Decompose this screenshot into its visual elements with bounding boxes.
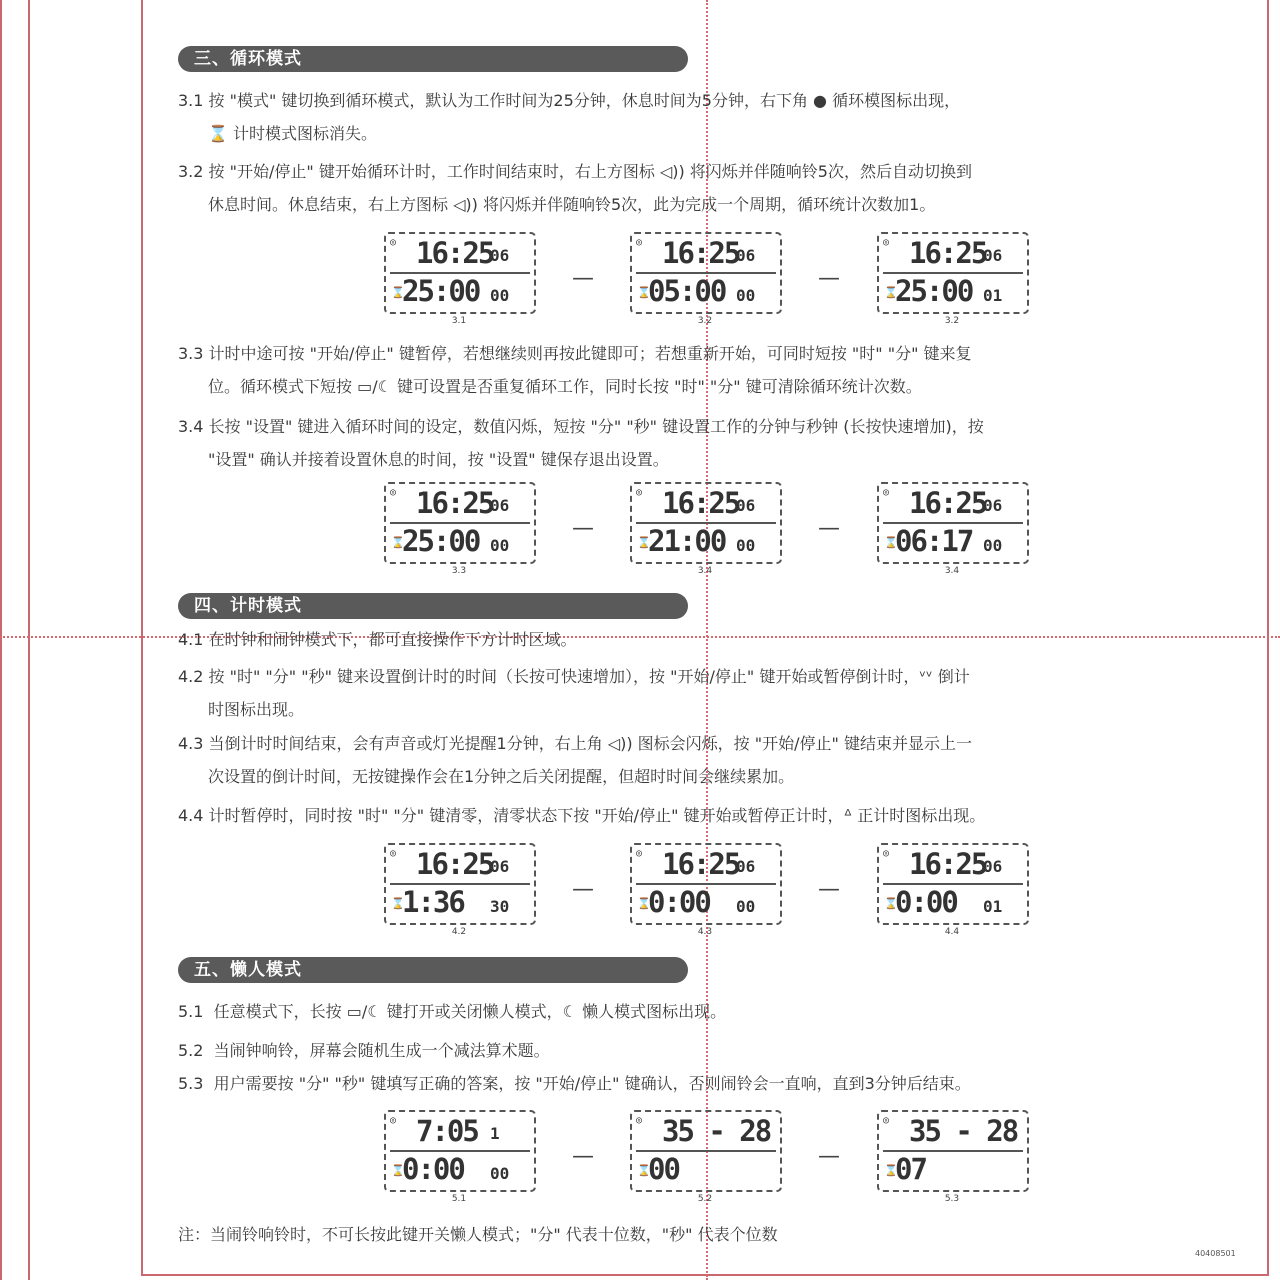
lcd-bottom-seconds: 01 <box>983 897 1003 916</box>
lcd-top-value: 16:25 <box>662 236 740 270</box>
lcd-screen <box>384 843 536 925</box>
lcd-screen <box>877 1110 1029 1192</box>
lcd-caption: 4.3 <box>697 927 713 937</box>
lcd-display <box>384 1110 534 1204</box>
para-3-1-line2: ⌛ 计时模式图标消失。 <box>208 124 378 143</box>
para-5-3: 5.3 用户需要按 "分" "秒" 键填写正确的答案，按 "开始/停止" 键确认，否则闹铃会一直响，直到3分钟后结束。 <box>178 1074 971 1093</box>
indicator-icon: ◎ <box>883 237 890 248</box>
indicator-icon: ◎ <box>636 237 643 248</box>
lcd-bottom-value: 25:00 <box>402 524 480 558</box>
para-3-2-line1: 3.2 按 "开始/停止" 键开始循环计时，工作时间结束时，右上方图标 ◁)) 将闪烁并伴随响铃5次，然后自动切换到 <box>178 162 972 181</box>
lcd-top-value: 16:25 <box>416 486 494 520</box>
lcd-bottom-value: 21:00 <box>648 524 726 558</box>
lcd-bottom-value: 00 <box>648 1152 679 1186</box>
sequence-arrow: — <box>572 266 594 291</box>
lcd-bottom-value: 05:00 <box>648 274 726 308</box>
mode-icon: ⌛ <box>391 286 405 299</box>
mode-icon: ⌛ <box>884 1164 898 1177</box>
lcd-display <box>630 843 780 937</box>
lcd-row-4 <box>384 1110 1028 1206</box>
lcd-top-seconds: 06 <box>736 496 756 515</box>
lcd-bottom-value: 25:00 <box>895 274 973 308</box>
lcd-caption: 3.4 <box>697 566 713 576</box>
lcd-screen <box>877 482 1029 564</box>
indicator-icon: ◎ <box>883 848 890 859</box>
lcd-bottom-value: 06:17 <box>895 524 973 558</box>
lcd-top-seconds: 06 <box>983 857 1003 876</box>
lcd-display <box>384 843 534 937</box>
lcd-bottom-seconds: 00 <box>736 286 756 305</box>
lcd-caption: 3.4 <box>944 566 960 576</box>
lcd-row-1 <box>384 232 1028 328</box>
sequence-arrow: — <box>572 877 594 902</box>
lcd-bottom-seconds: 01 <box>983 286 1003 305</box>
lcd-top-value: 16:25 <box>662 486 740 520</box>
lcd-screen <box>630 1110 782 1192</box>
para-4-3-line1: 4.3 当倒计时时间结束，会有声音或灯光提醒1分钟，右上角 ◁)) 图标会闪烁，按 "开始/停止" 键结束并显示上一 <box>178 734 972 753</box>
mode-icon: ⌛ <box>637 536 651 549</box>
lcd-bottom-seconds: 00 <box>736 536 756 555</box>
left-page-border <box>28 0 30 1280</box>
lcd-bottom-value: 0:00 <box>895 885 957 919</box>
document-code: 40408501 <box>1195 1249 1236 1258</box>
lcd-bottom-value: 0:00 <box>648 885 710 919</box>
lcd-screen <box>384 1110 536 1192</box>
mode-icon: ⌛ <box>391 897 405 910</box>
lcd-screen <box>877 843 1029 925</box>
para-3-3-line2: 位。循环模式下短按 ▭/☾ 键可设置是否重复循环工作，同时长按 "时" "分" 键可清除循环统计次数。 <box>208 377 922 396</box>
lcd-bottom-value: 1:36 <box>402 885 464 919</box>
lcd-caption: 5.3 <box>944 1194 960 1204</box>
indicator-icon: ◎ <box>636 487 643 498</box>
para-5-2: 5.2 当闹钟响铃，屏幕会随机生成一个减法算术题。 <box>178 1041 550 1060</box>
lcd-top-value: 35 - 28 <box>909 1114 1018 1148</box>
para-4-3-line2: 次设置的倒计时间，无按键操作会在1分钟之后关闭提醒，但超时时间会继续累加。 <box>208 767 795 786</box>
lcd-caption: 5.2 <box>697 1194 713 1204</box>
lcd-top-seconds: 06 <box>490 496 510 515</box>
left-page-edge <box>0 0 2 1280</box>
lcd-row-3 <box>384 843 1028 939</box>
para-3-3-line1: 3.3 计时中途可按 "开始/停止" 键暂停，若想继续则再按此键即可；若想重新开始，可同时短按 "时" "分" 键来复 <box>178 344 972 363</box>
lcd-display <box>384 232 534 326</box>
lcd-top-value: 16:25 <box>416 236 494 270</box>
para-4-4: 4.4 计时暂停时，同时按 "时" "分" 键清零，清零状态下按 "开始/停止" 键开始或暂停正计时，ᐞ 正计时图标出现。 <box>178 806 986 825</box>
lcd-screen <box>630 843 782 925</box>
lcd-top-seconds: 06 <box>736 857 756 876</box>
mode-icon: ⌛ <box>391 536 405 549</box>
lcd-top-value: 16:25 <box>909 236 987 270</box>
indicator-icon: ◎ <box>883 1115 890 1126</box>
lcd-caption: 3.1 <box>451 316 467 326</box>
lcd-display <box>384 482 534 576</box>
lcd-screen <box>384 482 536 564</box>
lcd-bottom-value: 07 <box>895 1152 926 1186</box>
indicator-icon: ◎ <box>390 1115 397 1126</box>
lcd-caption: 5.1 <box>451 1194 467 1204</box>
mode-icon: ⌛ <box>884 286 898 299</box>
mode-icon: ⌛ <box>637 897 651 910</box>
lcd-top-value: 16:25 <box>416 847 494 881</box>
lcd-caption: 3.2 <box>944 316 960 326</box>
section-title-timer-mode: 四、计时模式 <box>178 593 688 619</box>
para-3-1-line1: 3.1 按 "模式" 键切换到循环模式，默认为工作时间为25分钟，休息时间为5分钟，右下角 ● 循环模图标出现， <box>178 91 961 110</box>
indicator-icon: ◎ <box>390 848 397 859</box>
lcd-bottom-value: 0:00 <box>402 1152 464 1186</box>
lcd-caption: 3.3 <box>451 566 467 576</box>
sequence-arrow: — <box>818 1144 840 1169</box>
para-4-2-line2: 时图标出现。 <box>208 700 305 719</box>
para-5-1: 5.1 任意模式下，长按 ▭/☾ 键打开或关闭懒人模式，☾ 懒人模式图标出现。 <box>178 1002 727 1021</box>
lcd-screen <box>630 232 782 314</box>
mode-icon: ⌛ <box>884 897 898 910</box>
lcd-screen <box>877 232 1029 314</box>
lcd-display <box>877 1110 1027 1204</box>
lcd-display <box>630 232 780 326</box>
lcd-display <box>877 843 1027 937</box>
indicator-icon: ◎ <box>636 848 643 859</box>
para-4-1: 4.1 在时钟和闹钟模式下，都可直接操作下方计时区域。 <box>178 630 577 649</box>
lcd-bottom-seconds: 00 <box>490 286 510 305</box>
lcd-display <box>877 232 1027 326</box>
mode-icon: ⌛ <box>391 1164 405 1177</box>
lcd-top-seconds: 06 <box>490 246 510 265</box>
lcd-top-seconds: 06 <box>983 496 1003 515</box>
sequence-arrow: — <box>818 516 840 541</box>
mode-icon: ⌛ <box>884 536 898 549</box>
lcd-top-value: 16:25 <box>909 847 987 881</box>
sequence-arrow: — <box>818 877 840 902</box>
lcd-bottom-seconds: 00 <box>983 536 1003 555</box>
lcd-top-value: 35 - 28 <box>662 1114 771 1148</box>
note-text: 注：当闹铃响铃时，不可长按此键开关懒人模式；"分" 代表十位数，"秒" 代表个位数 <box>178 1225 778 1244</box>
indicator-icon: ◎ <box>390 237 397 248</box>
lcd-top-seconds: 06 <box>490 857 510 876</box>
section-title-cycle-mode: 三、循环模式 <box>178 46 688 72</box>
lcd-caption: 4.4 <box>944 927 960 937</box>
lcd-row-2 <box>384 482 1028 578</box>
lcd-top-value: 7:05 <box>416 1114 478 1148</box>
lcd-top-seconds: 06 <box>736 246 756 265</box>
lcd-screen <box>630 482 782 564</box>
lcd-top-seconds: 06 <box>983 246 1003 265</box>
lcd-bottom-seconds: 30 <box>490 897 510 916</box>
lcd-display <box>877 482 1027 576</box>
lcd-bottom-seconds: 00 <box>490 536 510 555</box>
indicator-icon: ◎ <box>883 487 890 498</box>
lcd-caption: 3.2 <box>697 316 713 326</box>
lcd-screen <box>384 232 536 314</box>
lcd-top-value: 16:25 <box>909 486 987 520</box>
lcd-display <box>630 1110 780 1204</box>
mode-icon: ⌛ <box>637 1164 651 1177</box>
para-3-4-line1: 3.4 长按 "设置" 键进入循环时间的设定，数值闪烁，短按 "分" "秒" 键设置工作的分钟与秒钟 (长按快速增加)，按 <box>178 417 984 436</box>
section-title-lazy-mode: 五、懒人模式 <box>178 957 688 983</box>
lcd-display <box>630 482 780 576</box>
lcd-caption: 4.2 <box>451 927 467 937</box>
sequence-arrow: — <box>818 266 840 291</box>
para-3-4-line2: "设置" 确认并接着设置休息的时间，按 "设置" 键保存退出设置。 <box>208 450 669 469</box>
para-3-2-line2: 休息时间。休息结束，右上方图标 ◁)) 将闪烁并伴随响铃5次，此为完成一个周期，循环统计次数加1。 <box>208 195 936 214</box>
lcd-bottom-seconds: 00 <box>490 1164 510 1183</box>
indicator-icon: ◎ <box>636 1115 643 1126</box>
sequence-arrow: — <box>572 1144 594 1169</box>
lcd-top-seconds: 1 <box>490 1124 500 1143</box>
sequence-arrow: — <box>572 516 594 541</box>
lcd-bottom-seconds: 00 <box>736 897 756 916</box>
mode-icon: ⌛ <box>637 286 651 299</box>
lcd-top-value: 16:25 <box>662 847 740 881</box>
lcd-bottom-value: 25:00 <box>402 274 480 308</box>
indicator-icon: ◎ <box>390 487 397 498</box>
para-4-2-line1: 4.2 按 "时" "分" "秒" 键来设置倒计时的时间（长按可快速增加），按 "开始/停止" 键开始或暂停倒计时，ᵛᵛ 倒计 <box>178 667 970 686</box>
